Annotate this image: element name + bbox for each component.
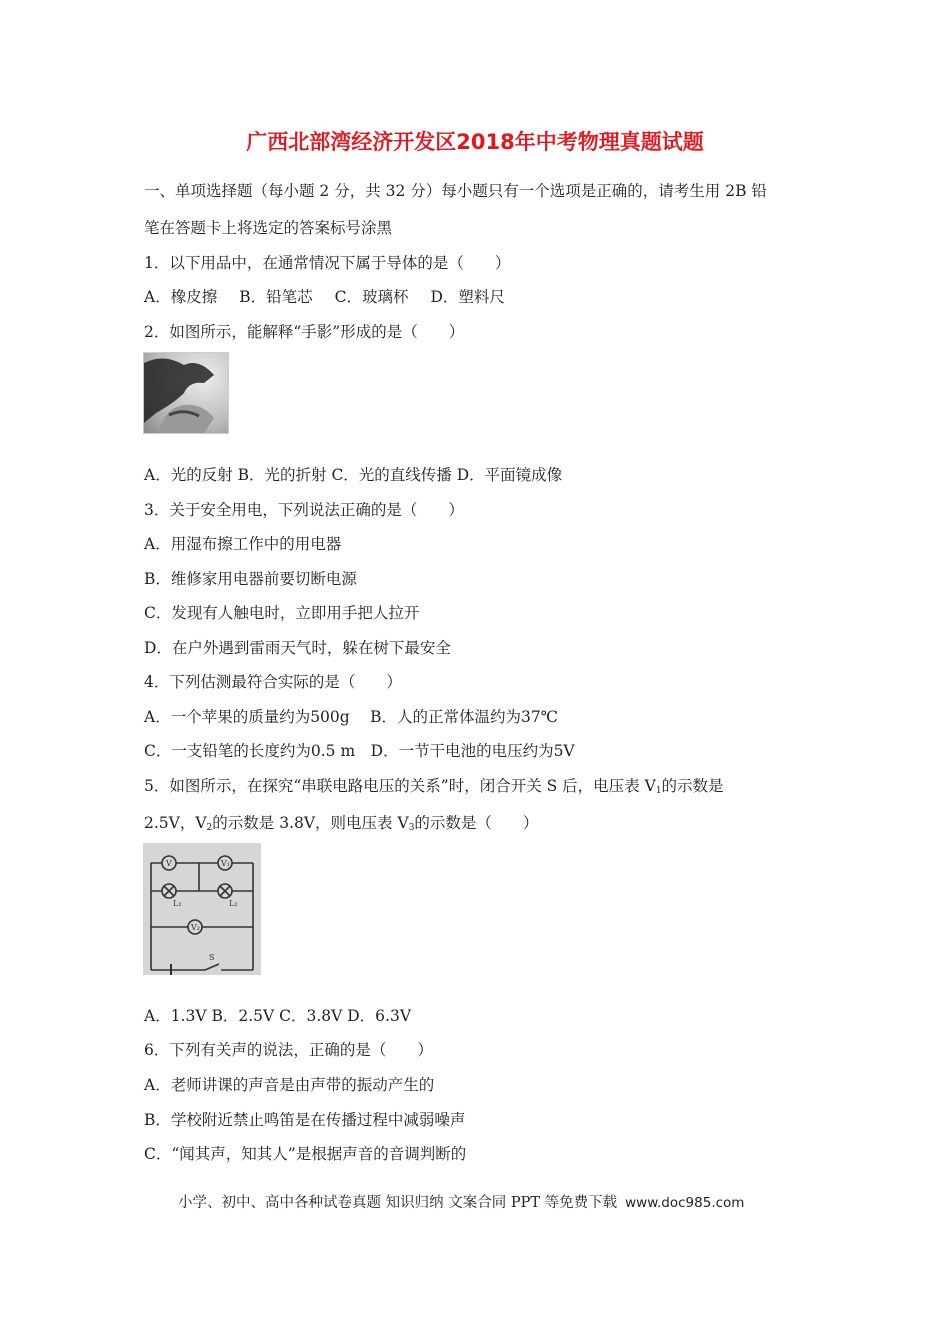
question-1-options xyxy=(144,287,505,307)
option-b: B．铅笔芯 xyxy=(239,288,313,306)
lamp-l2-label: L₂ xyxy=(229,899,238,908)
option-d: D．塑料尺 xyxy=(430,288,505,306)
switch-label: S xyxy=(209,953,215,962)
hand-shadow-image xyxy=(143,352,229,434)
section-instructions-line2: 笔在答题卡上将选定的答案标号涂黑 xyxy=(144,219,393,237)
text: 的示数是 xyxy=(661,777,724,795)
voltmeter-v2-label: V₂ xyxy=(191,923,200,932)
question-6-option-a: A．老师讲课的声音是由声带的振动产生的 xyxy=(144,1076,435,1094)
question-2-stem: 2．如图所示，能解释“手影”形成的是（ ） xyxy=(144,323,465,341)
footer-text: 小学、初中、高中各种试卷真题 知识归纳 文案合同 PPT 等免费下载 xyxy=(178,1195,618,1211)
question-3-option-c: C．发现有人触电时，立即用手把人拉开 xyxy=(144,604,420,622)
subscript: 3 xyxy=(408,823,415,833)
subscript: 2 xyxy=(206,823,213,833)
section-instructions-line1: 一、单项选择题（每小题 2 分，共 32 分）每小题只有一个选项是正确的，请考生用 2B 铅 xyxy=(144,182,767,200)
question-4-stem: 4．下列估测最符合实际的是（ ） xyxy=(144,673,402,691)
text: 5．如图所示，在探究“串联电路电压的关系”时，闭合开关 S 后，电压表 V xyxy=(144,777,656,795)
question-4-options-cd: C．一支铅笔的长度约为0.5 m D．一节干电池的电压约为5V xyxy=(144,742,575,760)
question-3-option-d: D．在户外遇到雷雨天气时，躲在树下最安全 xyxy=(144,639,451,657)
document-title: 广西北部湾经济开发区2018年中考物理真题试题 xyxy=(246,130,704,154)
lamp-l1-label: L₁ xyxy=(173,899,182,908)
option-c: C．玻璃杯 xyxy=(334,288,409,306)
question-3-option-b: B．维修家用电器前要切断电源 xyxy=(144,570,357,588)
question-2-options: A．光的反射 B．光的折射 C．光的直线传播 D．平面镜成像 xyxy=(144,466,563,484)
question-4-options-ab: A．一个苹果的质量约为500g B．人的正常体温约为37℃ xyxy=(144,708,559,726)
question-3-stem: 3．关于安全用电，下列说法正确的是（ ） xyxy=(144,501,464,519)
question-6-option-c: C．“闻其声，知其人”是根据声音的音调判断的 xyxy=(144,1145,467,1163)
footer-link[interactable]: www.doc985.com xyxy=(625,1195,745,1211)
subscript: 1 xyxy=(655,786,662,796)
question-3-option-a: A．用湿布擦工作中的用电器 xyxy=(144,535,342,553)
voltmeter-label: V xyxy=(166,859,172,868)
question-6-option-b: B．学校附近禁止鸣笛是在传播过程中减弱噪声 xyxy=(144,1111,466,1129)
circuit-diagram xyxy=(143,843,261,975)
question-6-stem: 6．下列有关声的说法，正确的是（ ） xyxy=(144,1041,433,1059)
question-5-stem-line1 xyxy=(144,776,724,801)
page-footer xyxy=(178,1191,744,1212)
option-a: A．橡皮擦 xyxy=(144,288,218,306)
text: 2.5V，V xyxy=(144,814,207,832)
question-5-options: A．1.3V B．2.5V C．3.8V D．6.3V xyxy=(144,1007,412,1025)
question-1-stem: 1．以下用品中，在通常情况下属于导体的是（ ） xyxy=(144,254,511,272)
question-5-stem-line2 xyxy=(144,813,538,838)
voltmeter-v1-label: V₁ xyxy=(221,859,230,868)
text: 的示数是（ ） xyxy=(414,814,539,832)
text: 的示数是 3.8V，则电压表 V xyxy=(212,814,409,832)
